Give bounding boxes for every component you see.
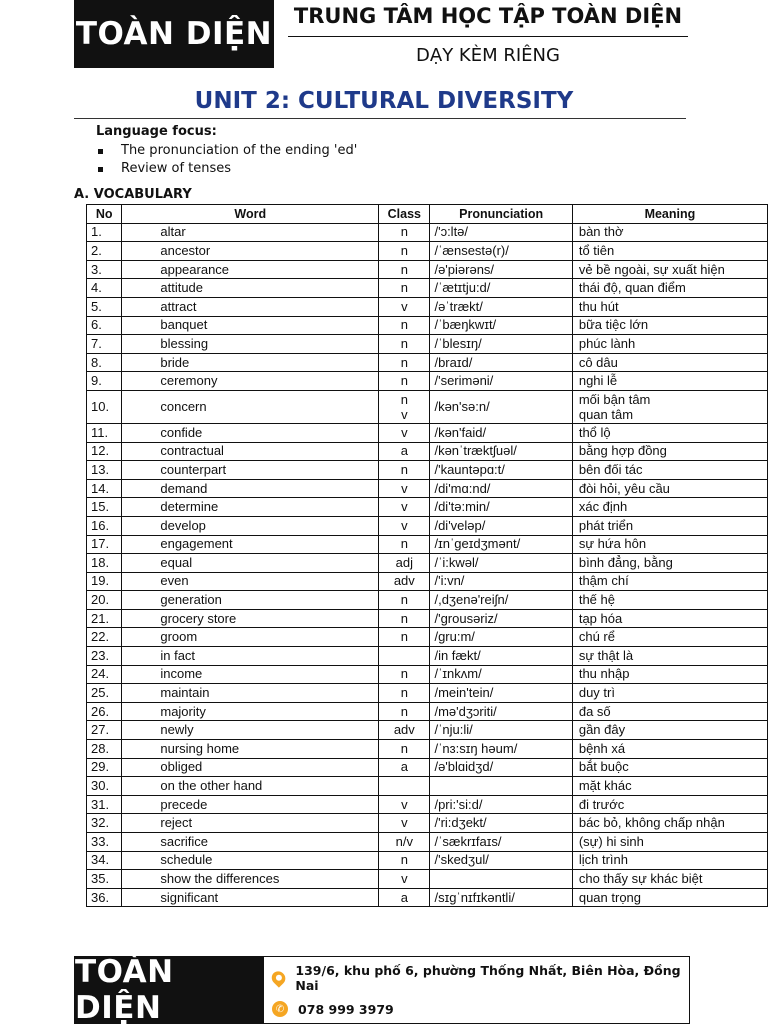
- table-row: [87, 795, 768, 814]
- cell-word: nursing home: [122, 740, 379, 759]
- cell-no: 8.: [87, 353, 122, 372]
- cell-meaning: sự hứa hôn: [572, 535, 767, 554]
- cell-class: v: [379, 423, 430, 442]
- cell-class: n: [379, 740, 430, 759]
- cell-meaning: quan trọng: [572, 888, 767, 907]
- cell-no: 11.: [87, 423, 122, 442]
- table-row: [87, 516, 768, 535]
- table-row: [87, 647, 768, 666]
- cell-meaning: tổ tiên: [572, 242, 767, 261]
- cell-meaning: nghi lễ: [572, 372, 767, 391]
- cell-class: n/v: [379, 833, 430, 852]
- header-meaning: Meaning: [572, 205, 767, 224]
- cell-pronunciation: /ˈnju:li/: [430, 721, 572, 740]
- cell-word: grocery store: [122, 609, 379, 628]
- cell-no: 27.: [87, 721, 122, 740]
- vocabulary-table: [86, 204, 768, 907]
- footer-contact: [264, 957, 689, 1023]
- footer: [74, 956, 690, 1024]
- cell-pronunciation: /mə'dʒɔriti/: [430, 702, 572, 721]
- cell-word: in fact: [122, 647, 379, 666]
- table-row: [87, 591, 768, 610]
- focus-item: [96, 160, 357, 178]
- cell-no: 29.: [87, 758, 122, 777]
- table-row: [87, 702, 768, 721]
- cell-pronunciation: /ˈnɜ:sɪŋ həum/: [430, 740, 572, 759]
- table-row: [87, 353, 768, 372]
- cell-class: n: [379, 665, 430, 684]
- cell-word: attitude: [122, 279, 379, 298]
- language-focus-heading: Language focus:: [96, 124, 217, 139]
- cell-meaning: đòi hỏi, yêu cầu: [572, 479, 767, 498]
- cell-word: demand: [122, 479, 379, 498]
- cell-pronunciation: /sɪgˈnɪfɪkəntli/: [430, 888, 572, 907]
- cell-word: sacrifice: [122, 833, 379, 852]
- cell-pronunciation: /'ɔ:ltə/: [430, 223, 572, 242]
- table-header-row: [87, 205, 768, 224]
- table-row: [87, 870, 768, 889]
- cell-meaning: đi trước: [572, 795, 767, 814]
- cell-pronunciation: /kən'sə:n/: [430, 390, 572, 423]
- header-divider: [288, 36, 688, 37]
- cell-meaning: bác bỏ, không chấp nhận: [572, 814, 767, 833]
- cell-no: 4.: [87, 279, 122, 298]
- cell-class: [379, 647, 430, 666]
- cell-no: 35.: [87, 870, 122, 889]
- cell-word: even: [122, 572, 379, 591]
- cell-no: 6.: [87, 316, 122, 335]
- table-row: [87, 665, 768, 684]
- cell-meaning: phát triển: [572, 516, 767, 535]
- cell-meaning: thậm chí: [572, 572, 767, 591]
- cell-pronunciation: /braɪd/: [430, 353, 572, 372]
- cell-pronunciation: /ə'piərəns/: [430, 260, 572, 279]
- cell-class: v: [379, 498, 430, 517]
- footer-phone: 078 999 3979: [298, 1001, 394, 1017]
- cell-meaning: bằng hợp đồng: [572, 442, 767, 461]
- table-row: [87, 833, 768, 852]
- cell-meaning: bắt buộc: [572, 758, 767, 777]
- language-focus-list: [96, 142, 357, 178]
- cell-no: 17.: [87, 535, 122, 554]
- table-row: [87, 609, 768, 628]
- cell-class: n: [379, 260, 430, 279]
- cell-meaning: cô dâu: [572, 353, 767, 372]
- cell-class: n: [379, 279, 430, 298]
- cell-no: 24.: [87, 665, 122, 684]
- cell-word: counterpart: [122, 461, 379, 480]
- cell-pronunciation: /ˈi:kwəl/: [430, 554, 572, 573]
- cell-meaning: (sự) hi sinh: [572, 833, 767, 852]
- cell-class: n: [379, 591, 430, 610]
- cell-word: banquet: [122, 316, 379, 335]
- table-row: [87, 777, 768, 796]
- cell-class: n: [379, 851, 430, 870]
- table-row: [87, 572, 768, 591]
- center-subtitle: DẠY KÈM RIÊNG: [416, 45, 560, 66]
- cell-pronunciation: /gru:m/: [430, 628, 572, 647]
- cell-meaning: chú rể: [572, 628, 767, 647]
- footer-phone-row: [272, 1001, 689, 1017]
- cell-no: 34.: [87, 851, 122, 870]
- cell-no: 22.: [87, 628, 122, 647]
- cell-class: v: [379, 870, 430, 889]
- cell-no: 3.: [87, 260, 122, 279]
- table-row: [87, 316, 768, 335]
- cell-word: groom: [122, 628, 379, 647]
- cell-pronunciation: /ə'blɑidʒd/: [430, 758, 572, 777]
- cell-word: altar: [122, 223, 379, 242]
- cell-meaning: mối bận tâm quan tâm: [572, 390, 767, 423]
- cell-pronunciation: /,dʒenə'reiʃn/: [430, 591, 572, 610]
- footer-address-row: [272, 963, 689, 993]
- cell-meaning: phúc lành: [572, 335, 767, 354]
- cell-no: 25.: [87, 684, 122, 703]
- cell-pronunciation: /'i:vn/: [430, 572, 572, 591]
- cell-word: attract: [122, 297, 379, 316]
- cell-word: generation: [122, 591, 379, 610]
- cell-no: 20.: [87, 591, 122, 610]
- cell-pronunciation: /əˈtrækt/: [430, 297, 572, 316]
- cell-word: blessing: [122, 335, 379, 354]
- cell-no: 18.: [87, 554, 122, 573]
- header-no: No: [87, 205, 122, 224]
- cell-meaning: bệnh xá: [572, 740, 767, 759]
- table-row: [87, 461, 768, 480]
- section-heading-vocabulary: A. VOCABULARY: [74, 187, 192, 202]
- table-row: [87, 888, 768, 907]
- cell-no: 23.: [87, 647, 122, 666]
- cell-word: confide: [122, 423, 379, 442]
- header-class: Class: [379, 205, 430, 224]
- cell-no: 28.: [87, 740, 122, 759]
- cell-class: adv: [379, 572, 430, 591]
- cell-class: n: [379, 628, 430, 647]
- cell-class: a: [379, 758, 430, 777]
- cell-meaning: thái độ, quan điểm: [572, 279, 767, 298]
- cell-word: newly: [122, 721, 379, 740]
- table-row: [87, 628, 768, 647]
- cell-meaning: đa số: [572, 702, 767, 721]
- cell-class: v: [379, 479, 430, 498]
- cell-no: 33.: [87, 833, 122, 852]
- cell-no: 21.: [87, 609, 122, 628]
- cell-class: n: [379, 609, 430, 628]
- cell-word: maintain: [122, 684, 379, 703]
- title-divider: [74, 118, 686, 119]
- cell-word: ancestor: [122, 242, 379, 261]
- header-word: Word: [122, 205, 379, 224]
- cell-meaning: thu nhập: [572, 665, 767, 684]
- cell-no: 32.: [87, 814, 122, 833]
- cell-word: develop: [122, 516, 379, 535]
- table-row: [87, 390, 768, 423]
- cell-pronunciation: /kən'faid/: [430, 423, 572, 442]
- cell-word: obliged: [122, 758, 379, 777]
- cell-meaning: tạp hóa: [572, 609, 767, 628]
- cell-pronunciation: /ˈsækrɪfaɪs/: [430, 833, 572, 852]
- cell-word: determine: [122, 498, 379, 517]
- phone-icon: ✆: [272, 1001, 288, 1017]
- cell-pronunciation: /kənˈtræktʃuəl/: [430, 442, 572, 461]
- cell-no: 2.: [87, 242, 122, 261]
- cell-word: precede: [122, 795, 379, 814]
- cell-no: 15.: [87, 498, 122, 517]
- table-row: [87, 535, 768, 554]
- cell-meaning: vẻ bề ngoài, sự xuất hiện: [572, 260, 767, 279]
- cell-word: bride: [122, 353, 379, 372]
- cell-no: 10.: [87, 390, 122, 423]
- table-row: [87, 372, 768, 391]
- bullet-icon: [98, 167, 103, 172]
- cell-class: adj: [379, 554, 430, 573]
- cell-class: n: [379, 242, 430, 261]
- cell-word: on the other hand: [122, 777, 379, 796]
- table-row: [87, 740, 768, 759]
- cell-pronunciation: /pri:'si:d/: [430, 795, 572, 814]
- header-logo: TOÀN DIỆN: [74, 0, 274, 68]
- cell-class: [379, 777, 430, 796]
- table-body: [87, 223, 768, 907]
- cell-meaning: lịch trình: [572, 851, 767, 870]
- cell-no: 26.: [87, 702, 122, 721]
- cell-pronunciation: [430, 777, 572, 796]
- header-pronunciation: Pronunciation: [430, 205, 572, 224]
- cell-meaning: thổ lộ: [572, 423, 767, 442]
- table-row: [87, 684, 768, 703]
- cell-no: 5.: [87, 297, 122, 316]
- table-row: [87, 279, 768, 298]
- table-row: [87, 758, 768, 777]
- cell-meaning: xác định: [572, 498, 767, 517]
- cell-word: reject: [122, 814, 379, 833]
- cell-meaning: bàn thờ: [572, 223, 767, 242]
- cell-class: n: [379, 702, 430, 721]
- footer-address: 139/6, khu phố 6, phường Thống Nhất, Biên Hòa, Đồng Nai: [295, 963, 681, 993]
- cell-word: engagement: [122, 535, 379, 554]
- cell-pronunciation: /di'tə:min/: [430, 498, 572, 517]
- cell-pronunciation: /'skedʒul/: [430, 851, 572, 870]
- table-row: [87, 479, 768, 498]
- cell-meaning: duy trì: [572, 684, 767, 703]
- bullet-icon: [98, 149, 103, 154]
- cell-pronunciation: /ɪnˈgeɪdʒmənt/: [430, 535, 572, 554]
- cell-no: 19.: [87, 572, 122, 591]
- cell-no: 7.: [87, 335, 122, 354]
- table-row: [87, 423, 768, 442]
- table-row: [87, 442, 768, 461]
- cell-class: a: [379, 888, 430, 907]
- cell-word: concern: [122, 390, 379, 423]
- cell-word: schedule: [122, 851, 379, 870]
- cell-class: n: [379, 684, 430, 703]
- cell-word: equal: [122, 554, 379, 573]
- cell-no: 14.: [87, 479, 122, 498]
- cell-class: adv: [379, 721, 430, 740]
- cell-class: n: [379, 461, 430, 480]
- cell-pronunciation: /mein'tein/: [430, 684, 572, 703]
- cell-no: 30.: [87, 777, 122, 796]
- cell-no: 16.: [87, 516, 122, 535]
- cell-class: n: [379, 353, 430, 372]
- cell-class: n v: [379, 390, 430, 423]
- cell-pronunciation: /ˈɪnkʌm/: [430, 665, 572, 684]
- cell-no: 13.: [87, 461, 122, 480]
- cell-meaning: sự thật là: [572, 647, 767, 666]
- cell-class: v: [379, 516, 430, 535]
- table-row: [87, 260, 768, 279]
- cell-pronunciation: /in fækt/: [430, 647, 572, 666]
- cell-no: 36.: [87, 888, 122, 907]
- cell-no: 9.: [87, 372, 122, 391]
- cell-pronunciation: /ˈætɪtju:d/: [430, 279, 572, 298]
- cell-word: majority: [122, 702, 379, 721]
- table-row: [87, 242, 768, 261]
- cell-word: appearance: [122, 260, 379, 279]
- cell-word: income: [122, 665, 379, 684]
- unit-title: UNIT 2: CULTURAL DIVERSITY: [194, 88, 574, 114]
- center-title: TRUNG TÂM HỌC TẬP TOÀN DIỆN: [293, 4, 683, 28]
- cell-no: 31.: [87, 795, 122, 814]
- table-row: [87, 554, 768, 573]
- cell-meaning: bữa tiệc lớn: [572, 316, 767, 335]
- location-pin-icon: [269, 968, 288, 987]
- cell-class: v: [379, 814, 430, 833]
- cell-pronunciation: /'grousəriz/: [430, 609, 572, 628]
- cell-meaning: cho thấy sự khác biệt: [572, 870, 767, 889]
- cell-meaning: thế hệ: [572, 591, 767, 610]
- focus-item-text: Review of tenses: [121, 161, 232, 176]
- cell-class: v: [379, 795, 430, 814]
- cell-class: a: [379, 442, 430, 461]
- table-row: [87, 814, 768, 833]
- cell-meaning: bình đẳng, bằng: [572, 554, 767, 573]
- cell-class: n: [379, 372, 430, 391]
- focus-item-text: The pronunciation of the ending 'ed': [121, 143, 358, 158]
- cell-meaning: bên đối tác: [572, 461, 767, 480]
- cell-no: 1.: [87, 223, 122, 242]
- cell-word: significant: [122, 888, 379, 907]
- cell-class: v: [379, 297, 430, 316]
- table-row: [87, 223, 768, 242]
- cell-pronunciation: [430, 870, 572, 889]
- cell-pronunciation: /ˈænsestə(r)/: [430, 242, 572, 261]
- cell-pronunciation: /ˈblesɪŋ/: [430, 335, 572, 354]
- table-row: [87, 721, 768, 740]
- cell-meaning: gần đây: [572, 721, 767, 740]
- table-row: [87, 498, 768, 517]
- table-row: [87, 851, 768, 870]
- cell-word: contractual: [122, 442, 379, 461]
- cell-word: ceremony: [122, 372, 379, 391]
- cell-class: n: [379, 223, 430, 242]
- cell-pronunciation: /di'veləp/: [430, 516, 572, 535]
- cell-class: n: [379, 535, 430, 554]
- cell-pronunciation: /di'mɑ:nd/: [430, 479, 572, 498]
- cell-pronunciation: /'seriməni/: [430, 372, 572, 391]
- cell-pronunciation: /'kauntəpɑ:t/: [430, 461, 572, 480]
- cell-class: n: [379, 316, 430, 335]
- cell-no: 12.: [87, 442, 122, 461]
- table-row: [87, 297, 768, 316]
- cell-pronunciation: /'ri:dʒekt/: [430, 814, 572, 833]
- cell-class: n: [379, 335, 430, 354]
- table-row: [87, 335, 768, 354]
- cell-meaning: mặt khác: [572, 777, 767, 796]
- focus-item: [96, 142, 357, 160]
- cell-pronunciation: /ˈbæŋkwɪt/: [430, 316, 572, 335]
- cell-word: show the differences: [122, 870, 379, 889]
- cell-meaning: thu hút: [572, 297, 767, 316]
- footer-logo: TOÀN DIỆN: [75, 957, 264, 1023]
